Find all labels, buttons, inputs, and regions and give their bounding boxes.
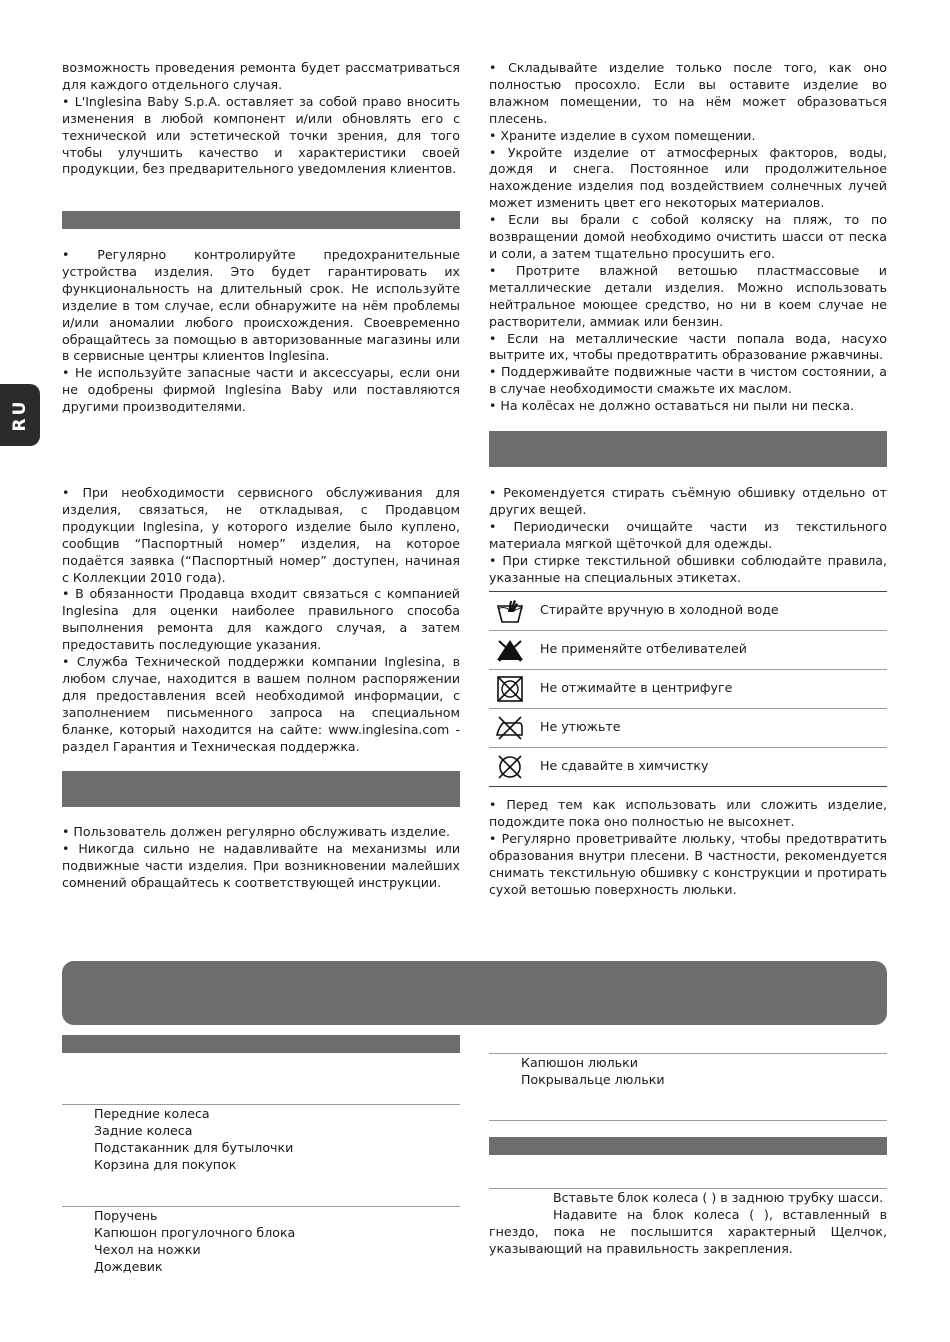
- maintenance-text: [62, 824, 460, 892]
- list-item: Дождевик: [94, 1259, 163, 1274]
- paragraph: • Пользователь должен регулярно обслуживать изделие.: [62, 824, 450, 839]
- hand-wash-icon: [495, 598, 525, 624]
- care-row: [489, 709, 887, 747]
- care-label: Не сдавайте в химчистку: [540, 758, 709, 773]
- paragraph: Вставьте блок колеса ( ) в заднюю трубку шасси.: [553, 1190, 884, 1205]
- care-row: [489, 592, 887, 630]
- section-header-bar: [489, 1137, 887, 1155]
- left-intro-text: [62, 60, 460, 178]
- care-row: [489, 631, 887, 669]
- list-item: Передние колеса: [94, 1106, 210, 1121]
- list-item: Задние колеса: [94, 1123, 193, 1138]
- paragraph: • Служба Технической поддержки компании Inglesina, в любом случае, находится в вашем полном распоряжении для предоставления всей необходимой информации, с заполнением письменного запроса на специальном бланке, который находится на сайте: www.inglesina.com - раздел Гарантия и Техническая поддержка.: [62, 654, 460, 754]
- safety-check-text: [62, 247, 460, 416]
- care-label: Не утюжьте: [540, 719, 621, 734]
- no-tumble-dry-icon: [495, 676, 525, 702]
- list-rule: [489, 1120, 887, 1121]
- drying-text: [489, 797, 887, 898]
- paragraph: • Храните изделие в сухом помещении.: [489, 127, 756, 143]
- care-row: [489, 748, 887, 786]
- paragraph: • Перед тем как использовать или сложить изделие, подождите пока оно полностью не высохнет.: [489, 797, 887, 829]
- paragraph: • L'Inglesina Baby S.p.A. оставляет за собой право вносить изменения в любой компонент и/или обновлять его с технической или эстетической точки зрения, для того чтобы улучшить качество и характеристики своей продукции, без предварительного уведомления клиентов.: [62, 93, 460, 177]
- paragraph: • Никогда сильно не надавливайте на механизмы или подвижные части изделия. При возникновении малейших сомнений обращайтесь к соответствующей инструкции.: [62, 840, 460, 890]
- no-iron-icon: [495, 715, 525, 741]
- paragraph: • Не используйте запасные части и аксессуары, если они не одобрены фирмой Inglesina Baby или поставляются другими производителями.: [62, 365, 460, 415]
- paragraph: • Периодически очищайте части из текстильного материала мягкой щёточкой для одежды.: [489, 518, 887, 551]
- paragraph: • В обязанности Продавца входит связаться с компанией Inglesina для оценки наиболее правильного способа выполнения ремонта для каждого случая, а затем предоставить последующие указания.: [62, 586, 460, 653]
- paragraph: • Регулярно контролируйте предохранительные устройства изделия. Это будет гарантировать их функциональность на длительный срок. Не используйте изделие в том случае, если обнаружите на нём проблемы и/или аномалии любого происхождения. Своевременно обращайтесь за помощью в авторизованные магазины или в сервисные центры клиентов Inglesina.: [62, 247, 460, 364]
- list-item: Поручень: [94, 1208, 158, 1223]
- care-label: Не отжимайте в центрифуге: [540, 680, 733, 695]
- section-header-bar: [62, 1035, 460, 1053]
- paragraph: • Складывайте изделие только после того, как оно полностью просохло. Если вы оставите изделие во влажном помещении, то на нём может образоваться плесень.: [489, 60, 887, 126]
- paragraph: • Рекомендуется стирать съёмную обшивку отдельно от других вещей.: [489, 485, 887, 517]
- assembly-text: [489, 1190, 887, 1258]
- list-item: Подстаканник для бутылочки: [94, 1140, 294, 1155]
- no-bleach-icon: [495, 637, 525, 663]
- paragraph: Надавите на блок колеса ( ), вставленный в гнездо, пока не послышится характерный Щелчок, указывающий на правильность закрепления.: [489, 1206, 887, 1256]
- list-item: Покрывальце люльки: [521, 1072, 665, 1087]
- list-item: Капюшон прогулочного блока: [94, 1225, 296, 1240]
- paragraph: • Поддерживайте подвижные части в чистом состоянии, а в случае необходимости смажьте их маслом.: [489, 364, 887, 397]
- list-item: Чехол на ножки: [94, 1242, 201, 1257]
- table-rule: [489, 786, 887, 787]
- paragraph: • Укройте изделие от атмосферных факторов, воды, дождя и снега. Постоянное или продолжительное нахождение изделия под воздействием солнечных лучей может изменить цвет его некоторых материалов.: [489, 144, 887, 211]
- paragraph: • Если вы брали с собой коляску на пляж, то по возвращении домой необходимо очистить шасси от песка и соли, а затем тщательно просушить его.: [489, 212, 887, 261]
- paragraph: • На колёсах не должно оставаться ни пыли ни песка.: [489, 398, 855, 414]
- care-label: Не применяйте отбеливателей: [540, 641, 747, 656]
- language-tab: [0, 384, 40, 446]
- list-rule: [489, 1188, 887, 1189]
- service-text: [62, 485, 460, 756]
- paragraph: • Регулярно проветривайте люльку, чтобы предотвратить образования внутри плесени. В частности, рекомендуется снимать текстильную обшивку с конструкции и протирать сухой ветошью поверхность люльки.: [489, 830, 887, 897]
- no-dry-clean-icon: [495, 754, 525, 780]
- paragraph: • Если на металлические части попала вода, насухо вытрите их, чтобы предотвратить образование ржавчины.: [489, 330, 887, 363]
- chapter-banner: [62, 961, 887, 1025]
- section-header-bar: [489, 431, 887, 467]
- section-header-bar: [62, 211, 460, 229]
- care-row: [489, 670, 887, 708]
- right-care-text: [489, 60, 887, 415]
- paragraph: возможность проведения ремонта будет рассматриваться для каждого отдельного случая.: [62, 60, 460, 92]
- section-header-bar: [62, 771, 460, 807]
- paragraph: • Протрите влажной ветошью пластмассовые и металлические детали изделия. Можно использовать нейтральное моющее средство, но ни в коем случае не растворители, аммиак или бензин.: [489, 262, 887, 329]
- care-label: Стирайте вручную в холодной воде: [540, 602, 779, 617]
- paragraph: • При необходимости сервисного обслуживания для изделия, связаться, не откладывая, с Продавцом продукции Inglesina, у которого изделие было куплено, сообщив “Паспортный номер” изделия, на которое подаётся заявка (“Паспортный номер” доступен, начиная с Коллекции 2010 года).: [62, 485, 460, 585]
- textile-text: [489, 485, 887, 586]
- list-item: Корзина для покупок: [94, 1157, 237, 1172]
- paragraph: • При стирке текстильной обшивки соблюдайте правила, указанные на специальных этикетах.: [489, 552, 887, 585]
- language-tab-label: RU: [10, 398, 30, 432]
- list-item: Капюшон люльки: [521, 1055, 638, 1070]
